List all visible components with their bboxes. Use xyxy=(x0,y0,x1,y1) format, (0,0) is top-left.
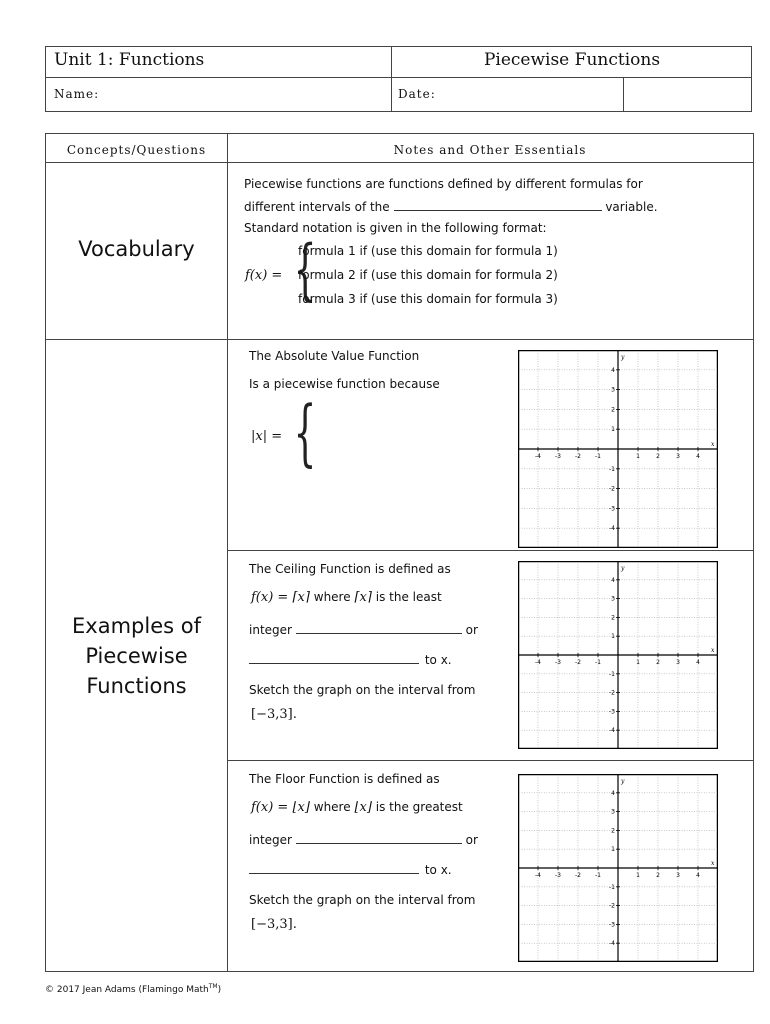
examples-concept-line: Examples of xyxy=(72,614,201,638)
name-field-label: Name: xyxy=(54,87,100,101)
brace-icon: { xyxy=(293,231,317,308)
notes-column-header: Notes and Other Essentials xyxy=(393,143,587,157)
footer-close: ) xyxy=(217,985,222,995)
vocab-line-2-start: different intervals of the xyxy=(244,200,390,214)
floor-to-x: to x. xyxy=(424,863,452,877)
ceiling-integer: integer xyxy=(249,623,292,637)
x-tick-label: -2 xyxy=(575,872,581,879)
floor-interval: [−3,3]. xyxy=(251,917,297,932)
x-tick-label: -4 xyxy=(535,453,541,460)
y-tick-label: -4 xyxy=(609,727,615,735)
floor-where: where xyxy=(313,800,351,814)
y-tick-label: 2 xyxy=(611,827,615,835)
x-tick-label: -4 xyxy=(535,659,541,666)
vocab-line-3: Standard notation is given in the following format: xyxy=(244,221,547,235)
abs-formula: |x| = xyxy=(251,429,283,444)
ceiling-graph-grid[interactable] xyxy=(518,561,718,749)
y-tick-label: 1 xyxy=(611,846,615,854)
floor-desc: is the greatest xyxy=(375,800,463,814)
x-tick-label: -1 xyxy=(595,872,601,879)
floor-notation: f(x) = ⌊x⌋ xyxy=(251,800,310,815)
examples-concept-line: Functions xyxy=(86,674,187,698)
topic-title: Piecewise Functions xyxy=(483,50,661,70)
ceiling-line-4 xyxy=(249,652,452,668)
trademark-mark: TM xyxy=(208,983,218,990)
y-tick-label: 4 xyxy=(611,789,615,797)
floor-or: or xyxy=(465,833,478,847)
y-tick-label: -2 xyxy=(609,485,615,493)
y-axis-label: y xyxy=(621,354,625,361)
x-tick-label: 3 xyxy=(676,453,680,460)
y-axis-label: y xyxy=(621,565,625,572)
abs-line-2: Is a piecewise function because xyxy=(249,377,440,391)
x-tick-label: 4 xyxy=(696,659,700,666)
x-tick-label: -2 xyxy=(575,659,581,666)
unit-title: Unit 1: Functions xyxy=(54,50,205,70)
answer-blank xyxy=(296,832,462,844)
answer-blank xyxy=(249,862,419,874)
floor-graph-grid[interactable] xyxy=(518,774,718,962)
y-tick-label: -4 xyxy=(609,940,615,948)
ceiling-where: where xyxy=(313,590,351,604)
y-tick-label: 4 xyxy=(611,576,615,584)
examples-concept-line: Piecewise xyxy=(85,644,188,668)
x-tick-label: -4 xyxy=(535,872,541,879)
copyright-footer xyxy=(45,983,221,995)
notes-table xyxy=(45,133,754,972)
y-tick-label: 2 xyxy=(611,406,615,414)
vocab-line-1: Piecewise functions are functions defined by different formulas for xyxy=(244,177,643,191)
ceiling-desc: is the least xyxy=(375,590,442,604)
concepts-column-header: Concepts/Questions xyxy=(66,143,207,157)
worksheet-header xyxy=(45,46,752,112)
column-divider xyxy=(227,134,228,971)
x-tick-label: -2 xyxy=(575,453,581,460)
x-tick-label: 2 xyxy=(656,659,660,666)
ceiling-to-x: to x. xyxy=(424,653,452,667)
y-axis-label: y xyxy=(621,778,625,785)
piecewise-fx-label: f(x) = xyxy=(245,268,283,283)
abs-line-1: The Absolute Value Function xyxy=(249,349,420,363)
header-divider xyxy=(623,77,624,112)
floor-symbol: ⌊x⌋ xyxy=(354,800,372,815)
x-tick-label: -3 xyxy=(555,659,561,666)
row-divider xyxy=(46,162,753,163)
x-tick-label: 2 xyxy=(656,453,660,460)
x-tick-label: -1 xyxy=(595,659,601,666)
floor-line-3 xyxy=(249,832,478,848)
ceiling-notation: f(x) = ⌈x⌉ xyxy=(251,590,310,605)
y-tick-label: 1 xyxy=(611,426,615,434)
x-tick-label: -3 xyxy=(555,872,561,879)
x-axis-label: x xyxy=(711,860,715,867)
y-tick-label: 3 xyxy=(611,595,615,603)
date-field-label: Date: xyxy=(398,87,436,101)
brace-icon: { xyxy=(293,390,317,474)
abs-graph-grid[interactable] xyxy=(518,350,718,548)
ceiling-symbol: ⌈x⌉ xyxy=(354,590,372,605)
y-tick-label: 3 xyxy=(611,386,615,394)
y-tick-label: 1 xyxy=(611,633,615,641)
row-divider xyxy=(227,550,753,551)
floor-line-5: Sketch the graph on the interval from xyxy=(249,893,476,907)
x-tick-label: 1 xyxy=(636,659,640,666)
y-tick-label: 4 xyxy=(611,366,615,374)
x-tick-label: 4 xyxy=(696,453,700,460)
x-tick-label: 3 xyxy=(676,872,680,879)
x-tick-label: 3 xyxy=(676,659,680,666)
examples-concept xyxy=(46,611,227,701)
ceiling-line-3 xyxy=(249,622,478,638)
vocabulary-concept: Vocabulary xyxy=(78,237,195,261)
y-tick-label: -3 xyxy=(609,708,615,716)
y-tick-label: -1 xyxy=(609,883,615,891)
y-tick-label: 3 xyxy=(611,808,615,816)
ceiling-line-5: Sketch the graph on the interval from xyxy=(249,683,476,697)
y-tick-label: -3 xyxy=(609,921,615,929)
y-tick-label: -4 xyxy=(609,525,615,533)
vocab-line-2-end: variable. xyxy=(605,200,658,214)
y-tick-label: -1 xyxy=(609,465,615,473)
floor-line-2 xyxy=(251,800,463,815)
y-tick-label: 2 xyxy=(611,614,615,622)
answer-blank xyxy=(296,622,462,634)
footer-text: © 2017 Jean Adams (Flamingo Math xyxy=(45,985,209,995)
floor-line-1: The Floor Function is defined as xyxy=(249,772,440,786)
y-tick-label: -2 xyxy=(609,689,615,697)
formula-line-2: formula 2 if (use this domain for formula 2) xyxy=(298,268,558,282)
x-tick-label: -1 xyxy=(595,453,601,460)
ceiling-or: or xyxy=(465,623,478,637)
floor-line-4 xyxy=(249,862,452,878)
row-divider xyxy=(46,339,753,340)
formula-line-1: formula 1 if (use this domain for formula 1) xyxy=(298,244,558,258)
answer-blank xyxy=(394,199,602,211)
ceiling-line-1: The Ceiling Function is defined as xyxy=(249,562,451,576)
x-tick-label: 2 xyxy=(656,872,660,879)
x-tick-label: 1 xyxy=(636,872,640,879)
x-tick-label: 4 xyxy=(696,872,700,879)
answer-blank xyxy=(249,652,419,664)
x-axis-label: x xyxy=(711,441,715,448)
y-tick-label: -3 xyxy=(609,505,615,513)
x-tick-label: 1 xyxy=(636,453,640,460)
y-tick-label: -2 xyxy=(609,902,615,910)
y-tick-label: -1 xyxy=(609,670,615,678)
vocab-line-2 xyxy=(244,199,658,215)
ceiling-line-2 xyxy=(251,590,442,605)
formula-line-3: formula 3 if (use this domain for formula 3) xyxy=(298,292,558,306)
x-tick-label: -3 xyxy=(555,453,561,460)
ceiling-interval: [−3,3]. xyxy=(251,707,297,722)
floor-integer: integer xyxy=(249,833,292,847)
x-axis-label: x xyxy=(711,647,715,654)
row-divider xyxy=(227,760,753,761)
